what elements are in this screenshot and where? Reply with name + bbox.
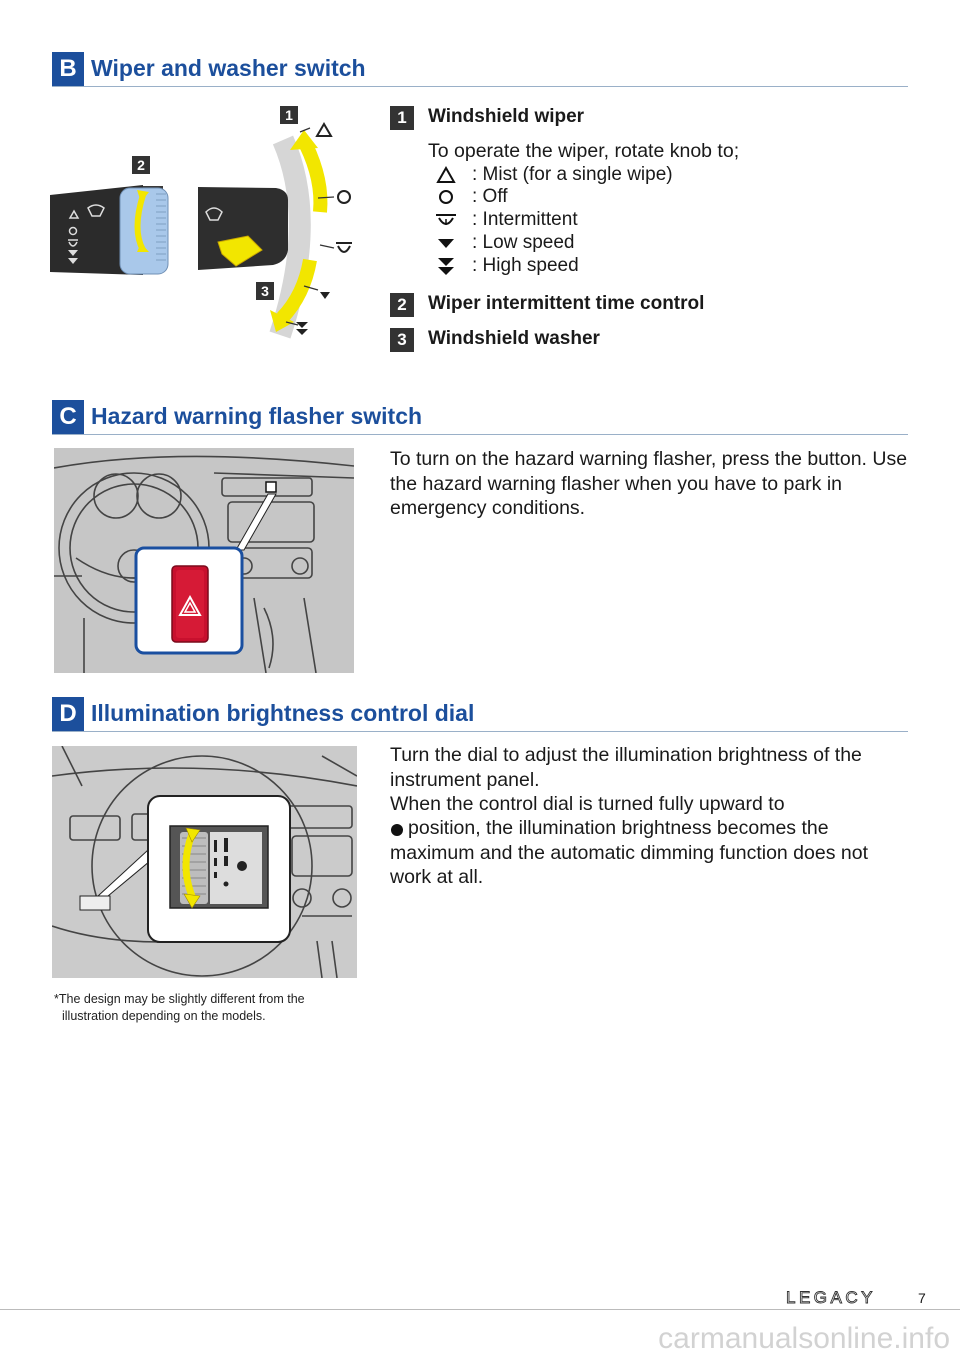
section-title-b: Wiper and washer switch <box>91 55 366 81</box>
mode-row-low <box>434 232 575 255</box>
mode-text-high: : High speed <box>472 255 579 276</box>
high-speed-double-arrow-icon <box>434 256 458 276</box>
section-title-d: Illumination brightness control dial <box>91 700 475 726</box>
mode-row-mist <box>434 164 673 187</box>
callout-3: 3 <box>256 282 274 300</box>
low-speed-arrow-icon <box>434 233 458 253</box>
section-c-header <box>52 400 908 435</box>
intermittent-wiper-icon <box>434 210 458 230</box>
mode-text-intermittent: : Intermittent <box>472 209 578 230</box>
section-title-c: Hazard warning flasher switch <box>91 403 423 429</box>
item-1-label: Windshield wiper <box>428 106 585 127</box>
mode-row-intermittent <box>434 209 578 232</box>
hazard-description: To turn on the hazard warning flasher, press the button. Use the hazard warning flasher when you have to park in emergency conditions. <box>390 448 908 519</box>
section-b-header <box>52 52 908 87</box>
mode-text-mist: : Mist (for a single wipe) <box>472 164 673 185</box>
item-2-label: Wiper intermittent time control <box>428 293 705 314</box>
mode-row-off <box>434 186 508 209</box>
brightness-dial-illustration <box>52 746 357 978</box>
callout-2: 2 <box>132 156 150 174</box>
callout-1: 1 <box>280 106 298 124</box>
dial-description-2b: position, the illumination brightness becomes the maximum and the automatic dimming function does not work at all. <box>390 817 868 888</box>
item-3-label: Windshield washer <box>428 328 600 349</box>
dial-description-2a: When the control dial is turned fully upward to <box>390 793 785 815</box>
item-3-badge: 3 <box>390 328 414 352</box>
wiper-switch-illustration <box>48 100 368 350</box>
design-note: *The design may be slightly different from the illustration depending on the models. <box>54 992 305 1023</box>
mist-triangle-icon <box>434 165 458 185</box>
brand-logo <box>786 1286 910 1308</box>
brand-logo-text: LEGACY <box>786 1288 876 1307</box>
mode-row-high <box>434 255 579 278</box>
dial-description-1: Turn the dial to adjust the illumination brightness of the instrument panel. <box>390 744 862 791</box>
section-d-header <box>52 697 908 732</box>
hazard-triangle-icon <box>178 594 202 618</box>
section-letter-c: C <box>52 400 84 434</box>
off-circle-icon <box>434 187 458 207</box>
page-number: 7 <box>918 1290 926 1306</box>
item-2-badge: 2 <box>390 293 414 317</box>
section-letter-d: D <box>52 697 84 731</box>
mode-text-off: : Off <box>472 186 508 207</box>
wiper-intro: To operate the wiper, rotate knob to; <box>428 140 740 162</box>
section-letter-b: B <box>52 52 84 86</box>
mode-text-low: : Low speed <box>472 232 575 253</box>
watermark: carmanualsonline.info <box>658 1322 950 1355</box>
item-1-badge: 1 <box>390 106 414 130</box>
footer-rule <box>0 1309 960 1310</box>
hazard-switch-illustration <box>54 448 354 673</box>
